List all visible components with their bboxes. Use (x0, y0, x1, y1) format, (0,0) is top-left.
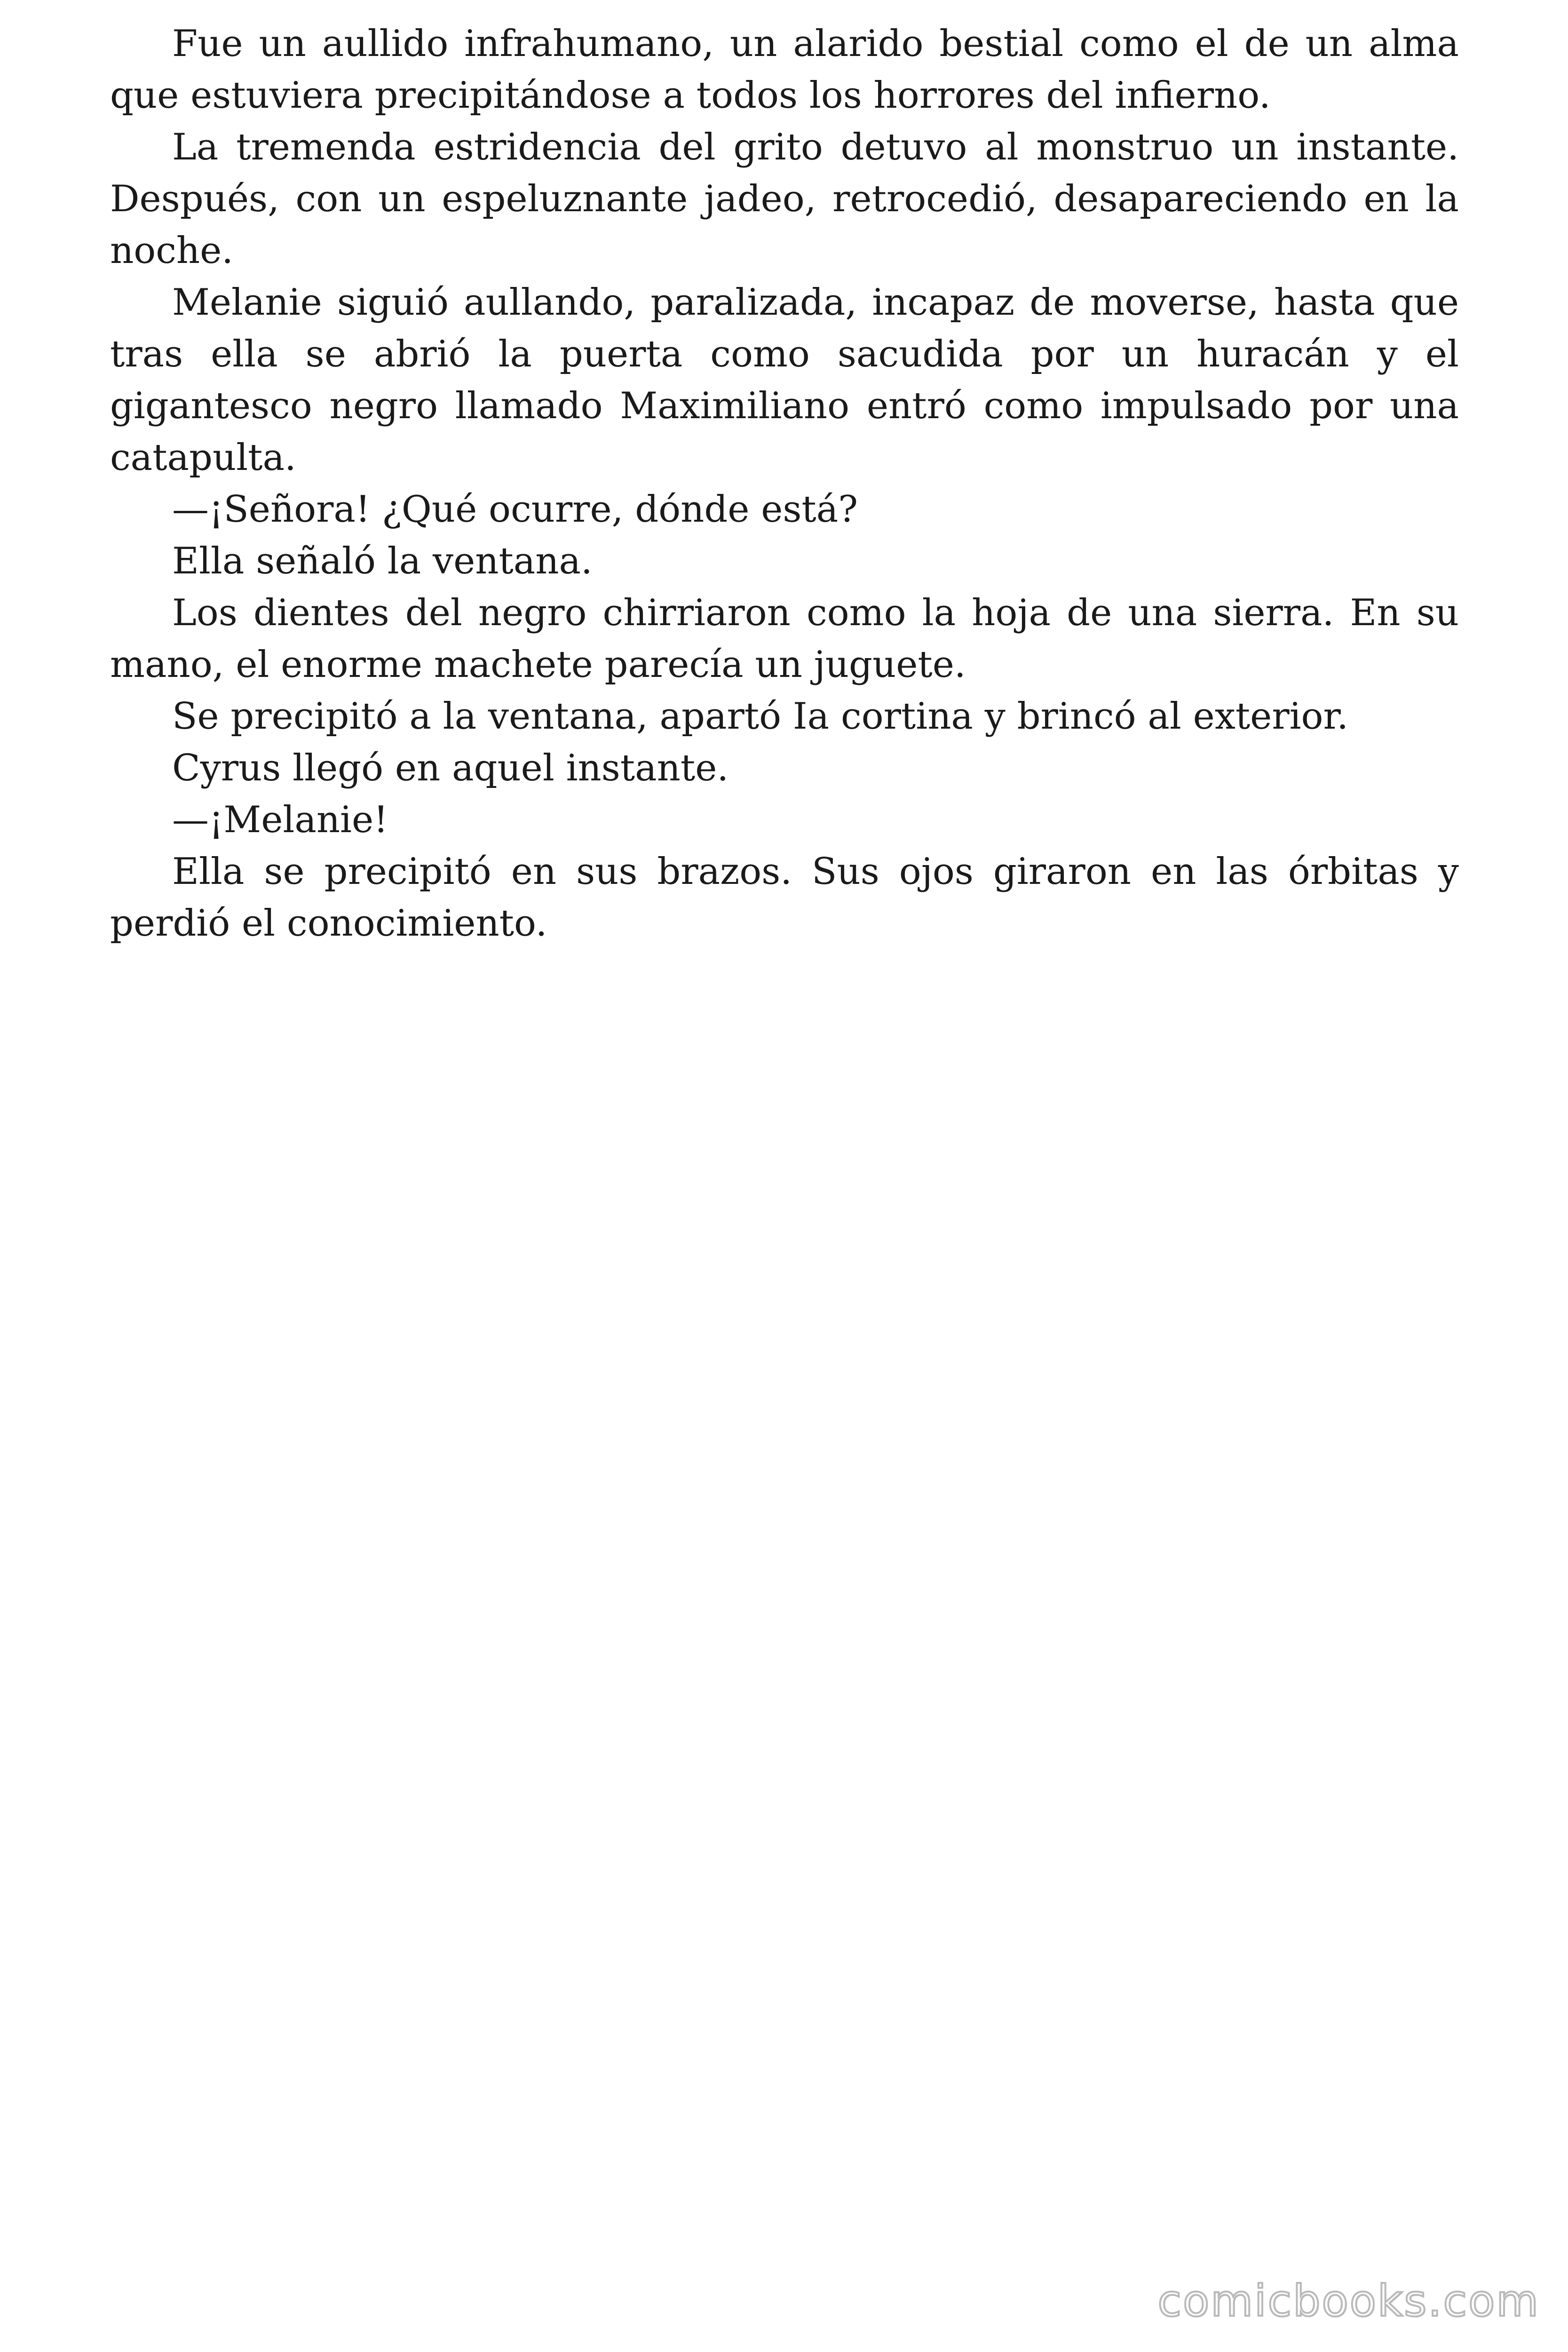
paragraph-6: Los dientes del negro chirriaron como la hoja de una sierra. En su mano, el enorme machete parecía un juguete. (110, 592, 1459, 686)
paragraph-9: —¡Melanie! (172, 799, 388, 841)
paragraph-5: Ella señaló la ventana. (172, 540, 593, 582)
paragraph-8: Cyrus llegó en aquel instante. (172, 747, 729, 789)
page-body (110, 18, 1459, 949)
paragraph-4: —¡Señora! ¿Qué ocurre, dónde está? (172, 488, 858, 531)
watermark-text: comicbooks.com (1157, 2276, 1540, 2326)
paragraph-2: La tremenda estridencia del grito detuvo al monstruo un instante. Después, con un espeluznante jadeo, retrocedió, desapareciendo en la noche. (110, 126, 1459, 272)
paragraph-3: Melanie siguió aullando, paralizada, incapaz de moverse, hasta que tras ella se abrió la puerta como sacudida por un huracán y el gigantesco negro llamado Maximiliano entró como impulsado por una catapulta. (110, 281, 1459, 479)
paragraph-10: Ella se precipitó en sus brazos. Sus ojos giraron en las órbitas y perdió el conocimiento. (110, 850, 1459, 945)
paragraph-1: Fue un aullido infrahumano, un alarido bestial como el de un alma que estuviera precipitándose a todos los horrores del infierno. (110, 23, 1459, 117)
paragraph-7: Se precipitó a la ventana, apartó Ia cortina y brincó al exterior. (172, 695, 1349, 738)
